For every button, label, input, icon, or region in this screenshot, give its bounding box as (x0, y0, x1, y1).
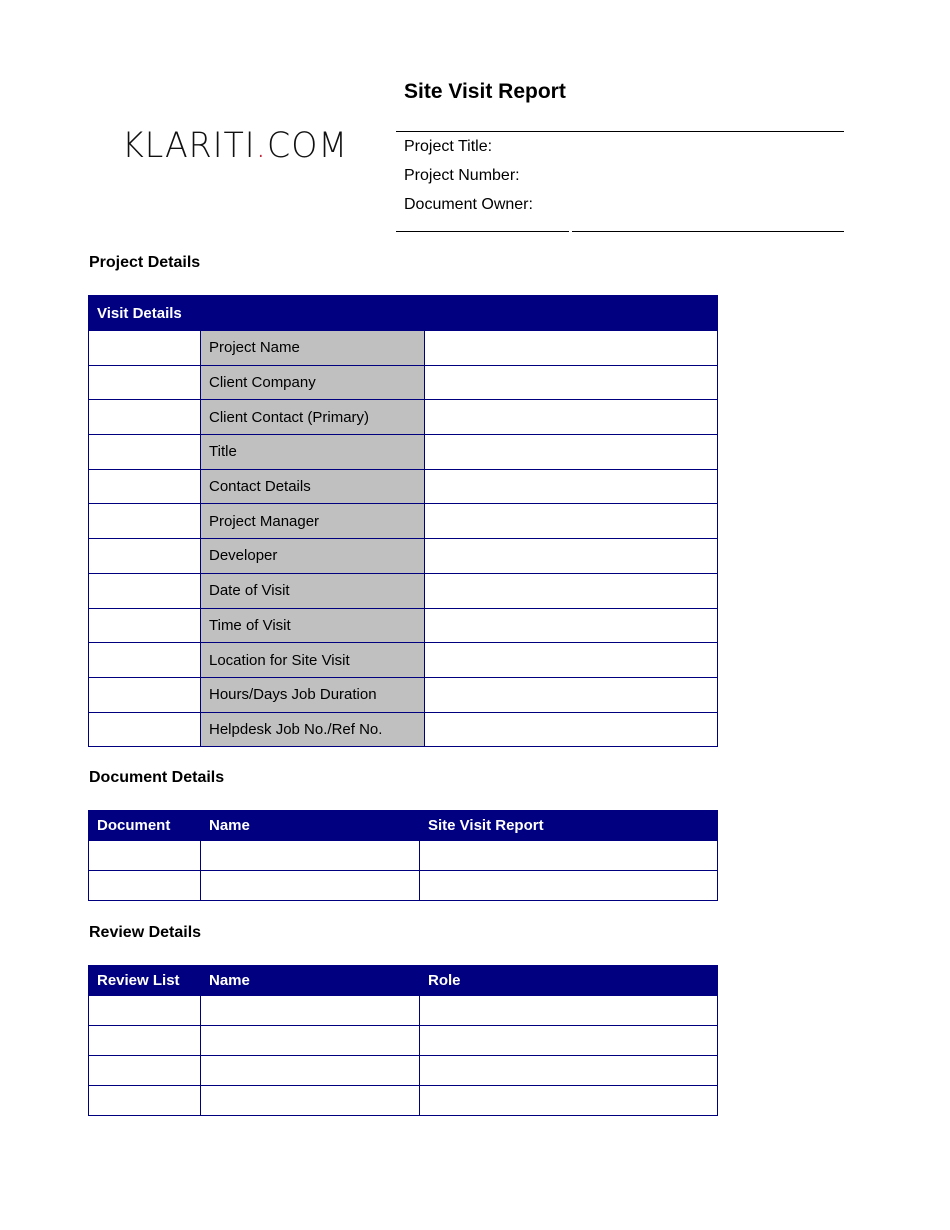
column-header: Site Visit Report (420, 811, 718, 841)
column-header: Name (201, 966, 420, 996)
review-details-table (88, 965, 718, 1116)
row-blank-cell[interactable] (89, 331, 201, 366)
row-blank-cell[interactable] (89, 608, 201, 643)
table-cell[interactable] (201, 1056, 420, 1086)
table-row (89, 841, 718, 871)
row-blank-cell[interactable] (89, 712, 201, 747)
divider (396, 231, 569, 232)
field-label: Time of Visit (201, 608, 425, 643)
table-cell[interactable] (89, 1086, 201, 1116)
divider (396, 131, 844, 132)
klariti-logo: KLARITI.COM (122, 126, 348, 166)
table-row (89, 1056, 718, 1086)
section-review-details: Review Details (89, 924, 202, 941)
row-blank-cell[interactable] (89, 400, 201, 435)
field-value[interactable] (425, 331, 718, 366)
table-row (89, 712, 718, 747)
field-value[interactable] (425, 539, 718, 574)
table-cell[interactable] (89, 996, 201, 1026)
table-row (89, 504, 718, 539)
field-value[interactable] (425, 677, 718, 712)
field-label: Client Contact (Primary) (201, 400, 425, 435)
table-cell[interactable] (89, 841, 201, 871)
table-cell[interactable] (420, 841, 718, 871)
table-cell[interactable] (420, 1056, 718, 1086)
field-value[interactable] (425, 435, 718, 470)
table-row (89, 469, 718, 504)
field-value[interactable] (425, 504, 718, 539)
table-row (89, 435, 718, 470)
row-blank-cell[interactable] (89, 504, 201, 539)
field-label: Hours/Days Job Duration (201, 677, 425, 712)
row-blank-cell[interactable] (89, 435, 201, 470)
visit-details-header: Visit Details (89, 296, 718, 331)
column-header: Document (89, 811, 201, 841)
field-label: Location for Site Visit (201, 643, 425, 678)
field-label: Client Company (201, 365, 425, 400)
table-row (89, 643, 718, 678)
table-cell[interactable] (201, 996, 420, 1026)
field-label: Title (201, 435, 425, 470)
row-blank-cell[interactable] (89, 573, 201, 608)
field-value[interactable] (425, 712, 718, 747)
row-blank-cell[interactable] (89, 469, 201, 504)
table-cell[interactable] (201, 871, 420, 901)
visit-details-table (88, 295, 718, 747)
table-cell[interactable] (201, 841, 420, 871)
row-blank-cell[interactable] (89, 677, 201, 712)
field-value[interactable] (425, 643, 718, 678)
column-header: Name (201, 811, 420, 841)
table-cell[interactable] (420, 1026, 718, 1056)
table-cell[interactable] (89, 871, 201, 901)
table-row (89, 331, 718, 366)
field-value[interactable] (425, 365, 718, 400)
table-row (89, 539, 718, 574)
row-blank-cell[interactable] (89, 539, 201, 574)
column-header: Role (420, 966, 718, 996)
document-owner-label: Document Owner: (404, 196, 533, 213)
table-row (89, 400, 718, 435)
table-cell[interactable] (420, 871, 718, 901)
report-title: Site Visit Report (404, 80, 566, 103)
field-label: Helpdesk Job No./Ref No. (201, 712, 425, 747)
document-details-table (88, 810, 718, 901)
row-blank-cell[interactable] (89, 643, 201, 678)
table-row (89, 365, 718, 400)
section-project-details: Project Details (89, 254, 201, 271)
table-row (89, 677, 718, 712)
field-value[interactable] (425, 573, 718, 608)
row-blank-cell[interactable] (89, 365, 201, 400)
field-label: Contact Details (201, 469, 425, 504)
project-number-label: Project Number: (404, 167, 520, 184)
table-row (89, 996, 718, 1026)
table-row (89, 1086, 718, 1116)
table-row (89, 608, 718, 643)
table-cell[interactable] (89, 1056, 201, 1086)
table-row (89, 871, 718, 901)
field-value[interactable] (425, 469, 718, 504)
table-cell[interactable] (201, 1026, 420, 1056)
field-label: Developer (201, 539, 425, 574)
section-document-details: Document Details (89, 769, 225, 786)
table-cell[interactable] (89, 1026, 201, 1056)
field-value[interactable] (425, 608, 718, 643)
table-row (89, 573, 718, 608)
field-value[interactable] (425, 400, 718, 435)
project-title-label: Project Title: (404, 138, 493, 155)
column-header: Review List (89, 966, 201, 996)
field-label: Project Manager (201, 504, 425, 539)
table-cell[interactable] (420, 996, 718, 1026)
field-label: Date of Visit (201, 573, 425, 608)
table-row (89, 1026, 718, 1056)
divider (572, 231, 844, 232)
field-label: Project Name (201, 331, 425, 366)
table-cell[interactable] (420, 1086, 718, 1116)
table-cell[interactable] (201, 1086, 420, 1116)
